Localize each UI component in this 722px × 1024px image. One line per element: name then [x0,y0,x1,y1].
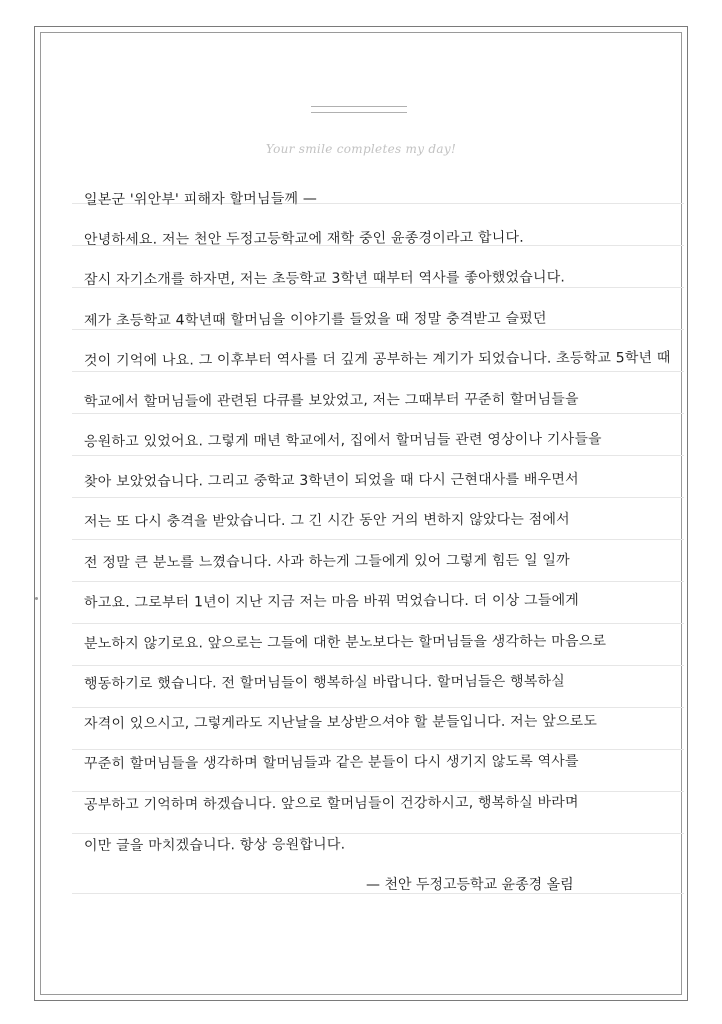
letter-signature: — 천안 두정고등학교 윤종경 올림 [366,877,574,893]
rule-line [72,371,684,372]
letter-line-9: 전 정말 큰 분노를 느꼈습니다. 사과 하는게 그들에게 있어 그렇게 힘든 일 일까 [83,552,570,571]
letter-line-3: 제가 초등학교 4학년때 할머님을 이야기를 들었을 때 정말 충격받고 슬펐던 [83,310,547,329]
rule-line [72,413,684,414]
letter-line-2: 잠시 자기소개를 하자면, 저는 초등학교 3학년 때부터 역사를 좋아했었습니다. [83,269,566,288]
letter-line-4: 것이 기억에 나요. 그 이후부터 역사를 더 깊게 공부하는 계기가 되었습니다. 초등학교 5학년 때 [83,349,671,369]
rule-line [72,749,684,750]
rule-line [72,581,684,582]
letter-line-5: 학교에서 할머님들에 관련된 다큐를 보았었고, 저는 그때부터 꾸준히 할머님들을 [83,391,579,410]
rule-line [72,623,684,624]
letter-line-16: 이만 글을 마치겠습니다. 항상 응원합니다. [83,836,346,854]
letter-line-13: 자격이 있으시고, 그렇게라도 지난날을 보상받으셔야 할 분들입니다. 저는 앞으로도 [83,713,598,732]
letter-line-11: 분노하지 않기로요. 앞으로는 그들에 대한 분노보다는 할머님들을 생각하는 마음으로 [83,633,607,652]
stationery-slogan: Your smile completes my day! [265,142,457,156]
rule-line [72,665,684,666]
letter-line-10: 하고요. 그로부터 1년이 지난 지금 저는 마음 바꿔 먹었습니다. 더 이상 그들에게 [83,592,580,611]
rule-line [72,455,684,456]
letter-line-12: 행동하기로 했습니다. 전 할머님들이 행복하실 바랍니다. 할머님들은 행복하실 [83,673,566,692]
letter-line-6: 응원하고 있었어요. 그렇게 매년 학교에서, 집에서 할머님들 관련 영상이나 기사들을 [83,431,602,450]
letter-line-15: 공부하고 기억하며 하겠습니다. 앞으로 할머님들이 건강하시고, 행복하실 바라며 [83,794,579,813]
letter-line-1: 안녕하세요. 저는 천안 두정고등학교에 재학 중인 윤종경이라고 합니다. [83,229,524,248]
rule-line [72,707,684,708]
scan-speck [35,597,38,600]
letter-line-14: 꾸준히 할머님들을 생각하며 할머님들과 같은 분들이 다시 생기지 않도록 역사를 [83,753,579,772]
letter-line-7: 찾아 보았었습니다. 그리고 중학교 3학년이 되었을 때 다시 근현대사를 배우면서 [83,471,579,490]
rule-line [72,497,684,498]
rule-line [72,539,684,540]
letter-line-8: 저는 또 다시 충격을 받았습니다. 그 긴 시간 동안 거의 변하지 않았다는 점에서 [83,511,570,530]
letter-salutation: 일본군 '위안부' 피해자 할머님들께 — [83,190,318,208]
